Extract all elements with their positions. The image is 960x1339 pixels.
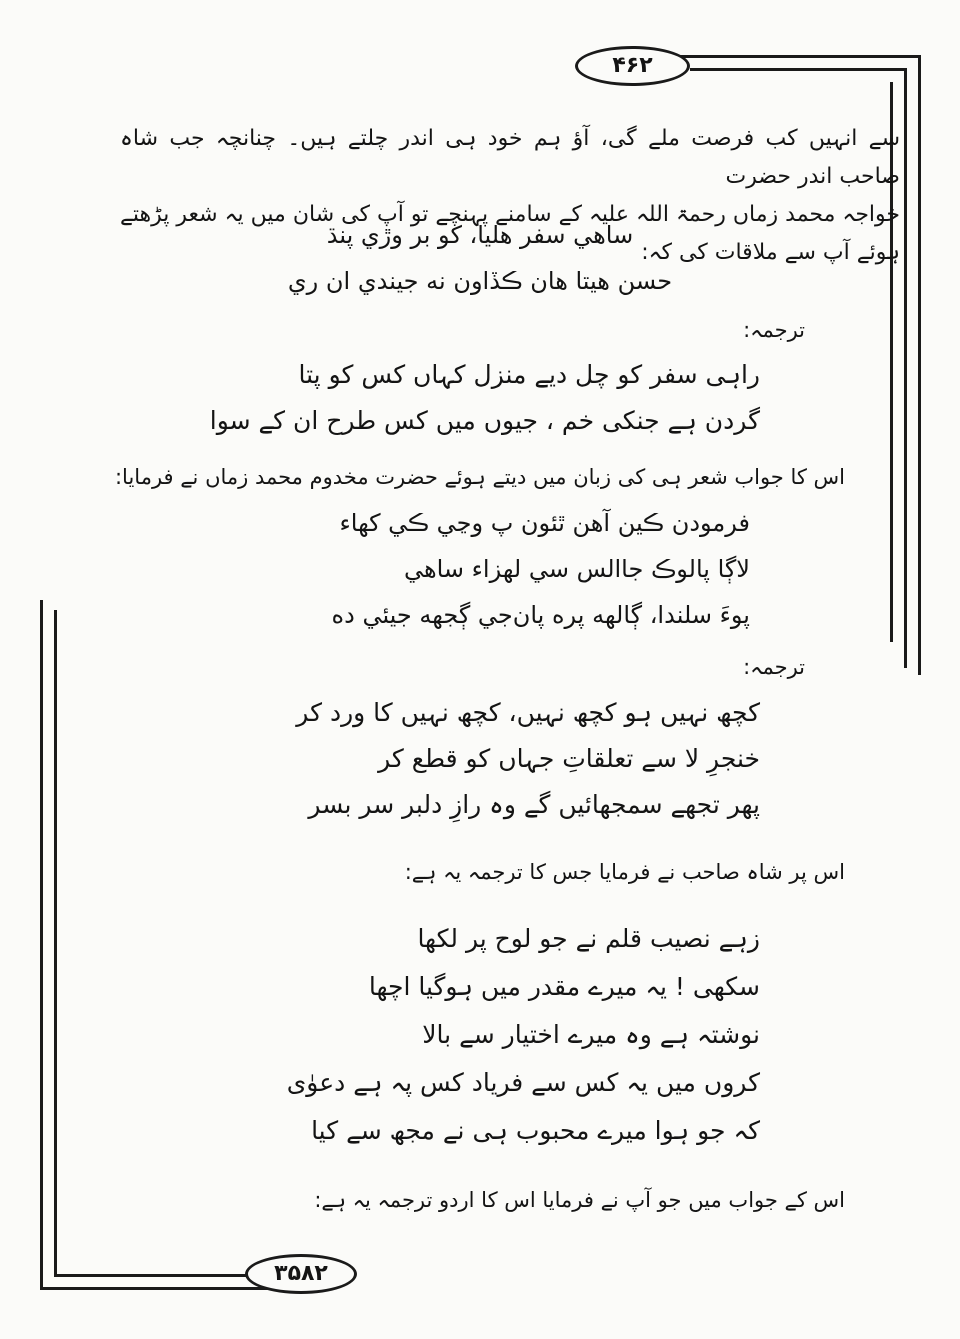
top-border-line-inner xyxy=(690,68,906,71)
sindhi-verse-2-line: لاڳا پالوڪ جاالس سي لهزاء ساهي xyxy=(403,555,750,583)
urdu-verse-2-line: کچھ نہیں ہو کچھ نہیں، کچھ نہیں کا ورد کر xyxy=(296,698,760,727)
sindhi-verse-1 xyxy=(210,212,750,304)
left-border-line-outer xyxy=(40,600,43,1290)
header-page-number-text: ۴۶۲ xyxy=(612,53,653,78)
sindhi-verse-2 xyxy=(190,500,750,638)
urdu-verse-1-line: گردن ہے جنکی خم ، جیوں میں کس طرح ان کے سوا xyxy=(209,406,760,435)
intro-line-2: خواجہ محمد زماں رحمۃ اللہ علیہ کے سامنے پہنچے تو آپ کی شان میں یہ شعر پڑھتے ہوئے آپ سے ملاقات کی کہ: xyxy=(120,202,900,265)
left-border-line-inner xyxy=(54,610,57,1276)
bottom-border-line-outer xyxy=(40,1287,270,1290)
urdu-verse-2 xyxy=(200,690,760,828)
urdu-verse-1 xyxy=(200,352,760,444)
urdu-verse-3-line: زہے نصیب قلم نے جو لوح پر لکھا xyxy=(417,924,760,953)
shah-intro: اس پر شاہ صاحب نے فرمایا جس کا ترجمہ یہ ہے: xyxy=(404,860,845,884)
urdu-verse-2-line: پھر تجھے سمجھائیں گے وہ رازِ دلبر سر بسر xyxy=(308,790,760,819)
intro-line-1: سے انہیں کب فرصت ملے گی، آؤ ہم خود ہی اندر چلتے ہیں۔ چنانچہ جب شاہ صاحب اندر حضرت xyxy=(120,126,900,189)
header-page-number xyxy=(575,46,690,86)
reply-intro: اس کا جواب شعر ہی کی زبان میں دیتے ہوئے حضرت مخدوم محمد زماں نے فرمایا: xyxy=(114,465,845,489)
urdu-verse-3-line: سکھی ! یہ میرے مقدر میں ہوگیا اچھا xyxy=(368,972,760,1001)
sindhi-verse-2-line: پوءَ سلندا، ڳالهه پره پان‌جي ڳجهه جيئي ده xyxy=(331,601,750,629)
right-border-line-outer xyxy=(918,55,921,675)
closing-line: اس کے جواب میں جو آپ نے فرمایا اس کا اردو ترجمہ یہ ہے: xyxy=(314,1188,845,1212)
top-border-line-outer xyxy=(680,55,920,58)
urdu-verse-3-line: کروں میں یہ کس سے فریاد کس پہ ہے دعوٰی xyxy=(286,1068,760,1097)
sindhi-verse-2-line: فرمودن ڪين آهن ٿئون پ وڃي ڪي کهاء xyxy=(339,509,750,537)
sindhi-verse-1-line: حسن هيتا هان ڪڏاون نه جيندي ان ري xyxy=(287,267,673,295)
translation-label-1: ترجمہ: xyxy=(743,318,805,342)
sindhi-verse-1-line: ساهي سفر هليا، کو بر وڙي پنڌ xyxy=(326,221,634,249)
footer-page-number-text: ۳۵۸۲ xyxy=(274,1261,328,1286)
footer-page-number xyxy=(245,1254,357,1294)
bottom-border-line-inner xyxy=(54,1274,264,1277)
urdu-verse-2-line: خنجرِ لا سے تعلقاتِ جہاں کو قطع کر xyxy=(378,744,760,773)
urdu-verse-3-line: کہ جو ہوا میرے محبوب ہی نے مجھ سے کیا xyxy=(311,1116,760,1145)
urdu-verse-1-line: راہی سفر کو چل دیے منزل کہاں کس کو پتا xyxy=(298,360,760,389)
urdu-verse-3-line: نوشتہ ہے وہ میرے اختیار سے بالا xyxy=(422,1020,760,1049)
right-border-line-inner xyxy=(904,68,907,668)
urdu-verse-3 xyxy=(200,915,760,1155)
translation-label-2: ترجمہ: xyxy=(743,655,805,679)
